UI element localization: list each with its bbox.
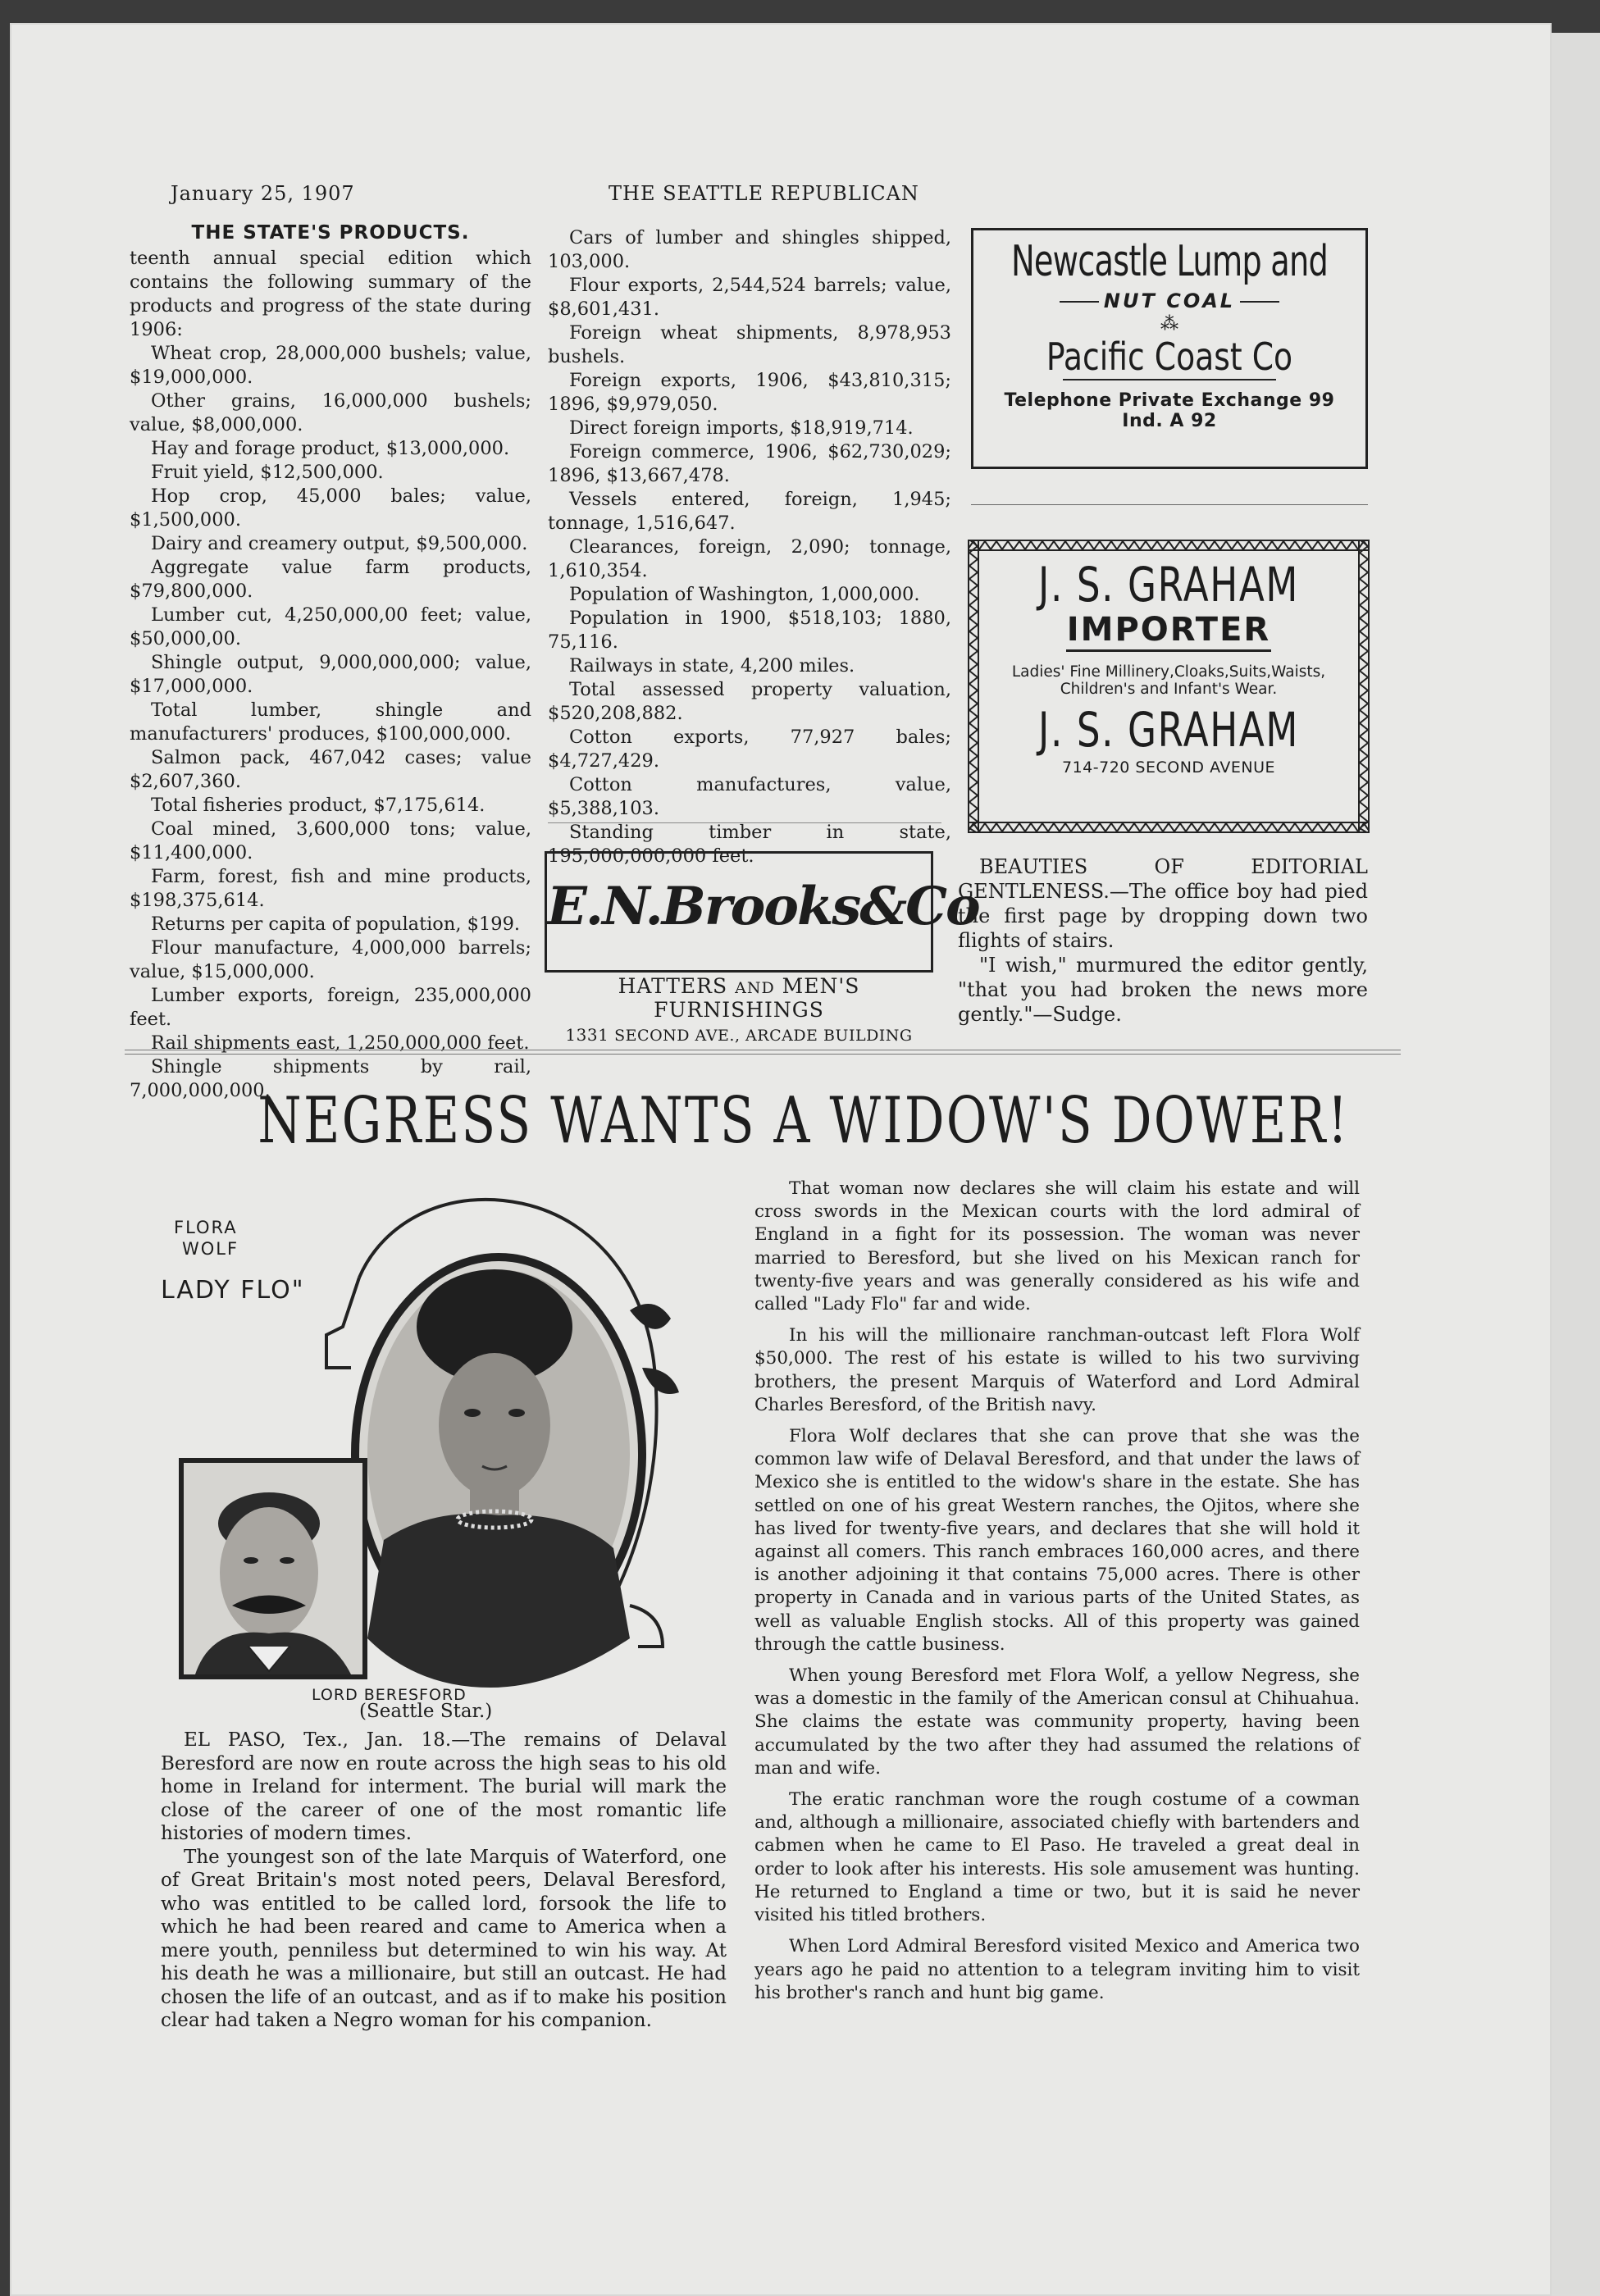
joke-paragraph: BEAUTIES OF EDITORIAL GENTLENESS.—The office boy had pied the first page by dropping down two flights of stairs. <box>958 855 1368 952</box>
editorial-gentleness-item <box>958 854 1368 1027</box>
products-item: Foreign commerce, 1906, $62,730,029; 1896, $13,667,478. <box>548 441 951 486</box>
products-item: Lumber cut, 4,250,000,00 feet; value, $50,000,00. <box>130 604 531 649</box>
products-item: Shingle output, 9,000,000,000; value, $17,000,000. <box>130 652 531 697</box>
divider <box>971 504 1368 505</box>
divider <box>1063 379 1276 380</box>
zigzag-border-icon <box>968 540 979 833</box>
article-paragraph: EL PASO, Tex., Jan. 18.—The remains of Delaval Beresford are now en route across the high seas to his old home in Ireland for interment. The burial will mark the close of the career of one of the most romantic life histories of modern times. <box>161 1729 727 1844</box>
article-paragraph: When young Beresford met Flora Wolf, a yellow Negress, she was a domestic in the family of the American consul at Chihuahua. She claims the estate was community property, having been accumulated by the two after they had assumed the relations of man and wife. <box>754 1665 1360 1779</box>
products-item: Lumber exports, foreign, 235,000,000 feet. <box>130 985 531 1030</box>
caption-flora-wolf <box>174 1217 239 1260</box>
face <box>220 1507 318 1638</box>
products-item: Foreign exports, 1906, $43,810,315; 1896, $9,979,050. <box>548 370 951 415</box>
caption-lady-flo: LADY FLO" <box>161 1276 305 1305</box>
zigzag-border-icon <box>1358 540 1370 833</box>
ad-description-1: Ladies' Fine Millinery,Cloaks,Suits,Waists, <box>1011 663 1326 681</box>
portrait-illustration <box>171 1187 712 1712</box>
products-item: Total assessed property valuation, $520,208,882. <box>548 679 951 724</box>
ad-name-bottom: J. S. GRAHAM <box>1038 702 1299 758</box>
divider <box>1066 649 1271 652</box>
zigzag-border-icon <box>968 822 1370 833</box>
products-item: Vessels entered, foreign, 1,945; tonnage, 1,516,647. <box>548 489 951 534</box>
face <box>439 1353 550 1497</box>
ad-name-top: J. S. GRAHAM <box>1038 557 1299 613</box>
ad-company: Pacific Coast Co <box>1046 335 1293 379</box>
article-paragraph: The eratic ranchman wore the rough costume of a cowman and, although a millionaire, associated chiefly with bartenders and cabmen when he came to El Paso. He traveled a great deal in order to look after his interests. His sole amusement was hunting. He returned to England a time or two, but it is said he never visited his titled brothers. <box>754 1789 1360 1926</box>
products-item: Total lumber, shingle and manufacturers' produces, $100,000,000. <box>130 699 531 745</box>
products-column-1 <box>130 221 531 1103</box>
ad-telephone: Telephone Private Exchange 99 <box>1004 390 1335 411</box>
and-label: AND <box>735 979 775 997</box>
caption-line: FLORA <box>174 1218 238 1237</box>
column-divider <box>548 822 941 823</box>
article-paragraph: When Lord Admiral Beresford visited Mexico and America two years ago he paid no attention to a telegram inviting him to visit his brother's ranch and hunt big game. <box>754 1936 1360 2003</box>
products-item: Aggregate value farm products, $79,800,000. <box>130 557 531 602</box>
products-item: Cotton exports, 77,927 bales; $4,727,429. <box>548 727 951 772</box>
caption-lord-beresford: LORD BERESFORD <box>312 1686 467 1704</box>
products-item: Foreign wheat shipments, 8,978,953 bushels. <box>548 322 951 367</box>
products-item: Wheat crop, 28,000,000 bushels; value, $19,000,000. <box>130 343 531 388</box>
street-number: 1331 <box>565 1025 609 1045</box>
ad-importer: IMPORTER <box>1066 611 1271 649</box>
products-item: Dairy and creamery output, $9,500,000. <box>151 533 528 554</box>
brooks-line-2 <box>541 1025 937 1045</box>
graham-importer-ad <box>968 540 1370 833</box>
article-headline: NEGRESS WANTS A WIDOW'S DOWER! <box>258 1084 1350 1158</box>
products-item: Rail shipments east, 1,250,000,000 feet. <box>151 1032 530 1054</box>
products-item: Returns per capita of population, $199. <box>151 913 521 935</box>
hatters-label: HATTERS <box>618 974 728 998</box>
furnishings-label: MEN'S FURNISHINGS <box>654 974 860 1022</box>
products-item: Shingle shipments by rail, 7,000,000,000. <box>130 1056 531 1101</box>
street-address: SECOND AVE., ARCADE BUILDING <box>614 1027 913 1045</box>
dress <box>367 1514 630 1688</box>
products-item: Population of Washington, 1,000,000. <box>569 584 920 605</box>
caption-source: (Seattle Star.) <box>359 1701 493 1722</box>
nut-coal-label: NUT COAL <box>1103 289 1236 312</box>
joke-paragraph: "I wish," murmured the editor gently, "that you had broken the news more gently."—Sudge. <box>958 954 1368 1026</box>
products-item: Standing timber in state, 195,000,000,000 feet. <box>548 822 951 867</box>
products-item: Direct foreign imports, $18,919,714. <box>569 417 914 439</box>
products-item: Farm, forest, fish and mine products, $198,375,614. <box>130 866 531 911</box>
products-item: Coal mined, 3,600,000 tons; value, $11,400,000. <box>130 818 531 863</box>
products-item: Total fisheries product, $7,175,614. <box>151 795 485 816</box>
folio-date: January 25, 1907 <box>171 182 355 205</box>
article-left-column <box>161 1729 727 2033</box>
ad-subtitle <box>973 289 1365 312</box>
products-item: Cotton manufactures, value, $5,388,103. <box>548 774 951 819</box>
products-item: Other grains, 16,000,000 bushels; value, $8,000,000. <box>130 390 531 435</box>
ad-address: 714-720 SECOND AVENUE <box>1061 758 1275 777</box>
brooks-line-1 <box>541 974 937 1022</box>
products-item: Railways in state, 4,200 miles. <box>569 655 855 676</box>
brooks-logo: E.N.Brooks&Co <box>547 876 979 937</box>
products-item: Clearances, foreign, 2,090; tonnage, 1,610,354. <box>548 536 951 581</box>
ornament-icon <box>630 1304 671 1329</box>
products-column-2 <box>548 226 951 868</box>
ad-title: Newcastle Lump and <box>1010 237 1329 286</box>
newcastle-coal-ad <box>971 228 1368 469</box>
article-paragraph: In his will the millionaire ranchman-outcast left Flora Wolf $50,000. The rest of his estate is willed to his two surviving brothers, the present Marquis of Waterford and Lord Admiral Charles Beresford, of the British navy. <box>754 1325 1360 1415</box>
products-heading: THE STATE'S PRODUCTS. <box>191 222 470 244</box>
products-item: teenth annual special edition which contains the following summary of the products and progress of the state during 1906: <box>130 248 531 340</box>
products-item: Fruit yield, $12,500,000. <box>151 462 384 483</box>
products-item: Salmon pack, 467,042 cases; value $2,607,360. <box>130 747 531 792</box>
products-item: Population in 1900, $518,103; 1880, 75,116. <box>548 608 951 653</box>
ad-ind: Ind. A 92 <box>1122 411 1217 431</box>
article-paragraph: Flora Wolf declares that she can prove that she was the common law wife of Delaval Beresford, and that under the laws of Mexico she is entitled to the widow's share in the estate. She has settled on one of his great Western ranches, the Ojitos, where she has lived for twenty-five years, and declares that she will hold it against all comers. This ranch embraces 160,000 acres, and there is another adjoining it that contains 75,000 acres. There is other property in Canada and in various parts of the United States, as well as valuable English stocks. All of this property was gained through the cattle business. <box>754 1426 1360 1655</box>
products-item: Flour manufacture, 4,000,000 barrels; value, $15,000,000. <box>130 937 531 982</box>
caption-line: WOLF <box>182 1239 239 1259</box>
article-paragraph: The youngest son of the late Marquis of Waterford, one of Great Britain's most noted peers, Delaval Beresford, who was entitled to be called lord, forsook the life to which he had been reared and came to America when a mere youth, penniless but determined to win his way. At his death he was a millionaire, but still an outcast. He had chosen the life of an outcast, and as if to make his position clear had taken a Negro woman for his companion. <box>161 1846 727 2031</box>
brooks-hatters-ad <box>545 851 979 973</box>
article-paragraph: That woman now declares she will claim his estate and will cross swords in the Mexican courts with the lord admiral of England in a fight for its possession. The woman was never married to Beresford, but she lived on his Mexican ranch for twenty-five years and was generally considered as his wife and called "Lady Flo" far and wide. <box>754 1178 1360 1315</box>
brooks-tagline <box>541 974 937 1045</box>
divider <box>125 1054 1401 1055</box>
products-item: Hay and forage product, $13,000,000. <box>151 438 510 459</box>
products-item: Cars of lumber and shingles shipped, 103,000. <box>548 227 951 272</box>
folio-title: THE SEATTLE REPUBLICAN <box>609 182 919 205</box>
zigzag-border-icon <box>968 540 1370 551</box>
products-item: Flour exports, 2,544,524 barrels; value, $8,601,431. <box>548 275 951 320</box>
article-right-column <box>754 1178 1360 2013</box>
products-item: Hop crop, 45,000 bales; value, $1,500,000. <box>130 485 531 531</box>
ad-description-2: Children's and Infant's Wear. <box>1060 681 1278 698</box>
ornament-icon: ⁂ <box>1160 314 1178 335</box>
